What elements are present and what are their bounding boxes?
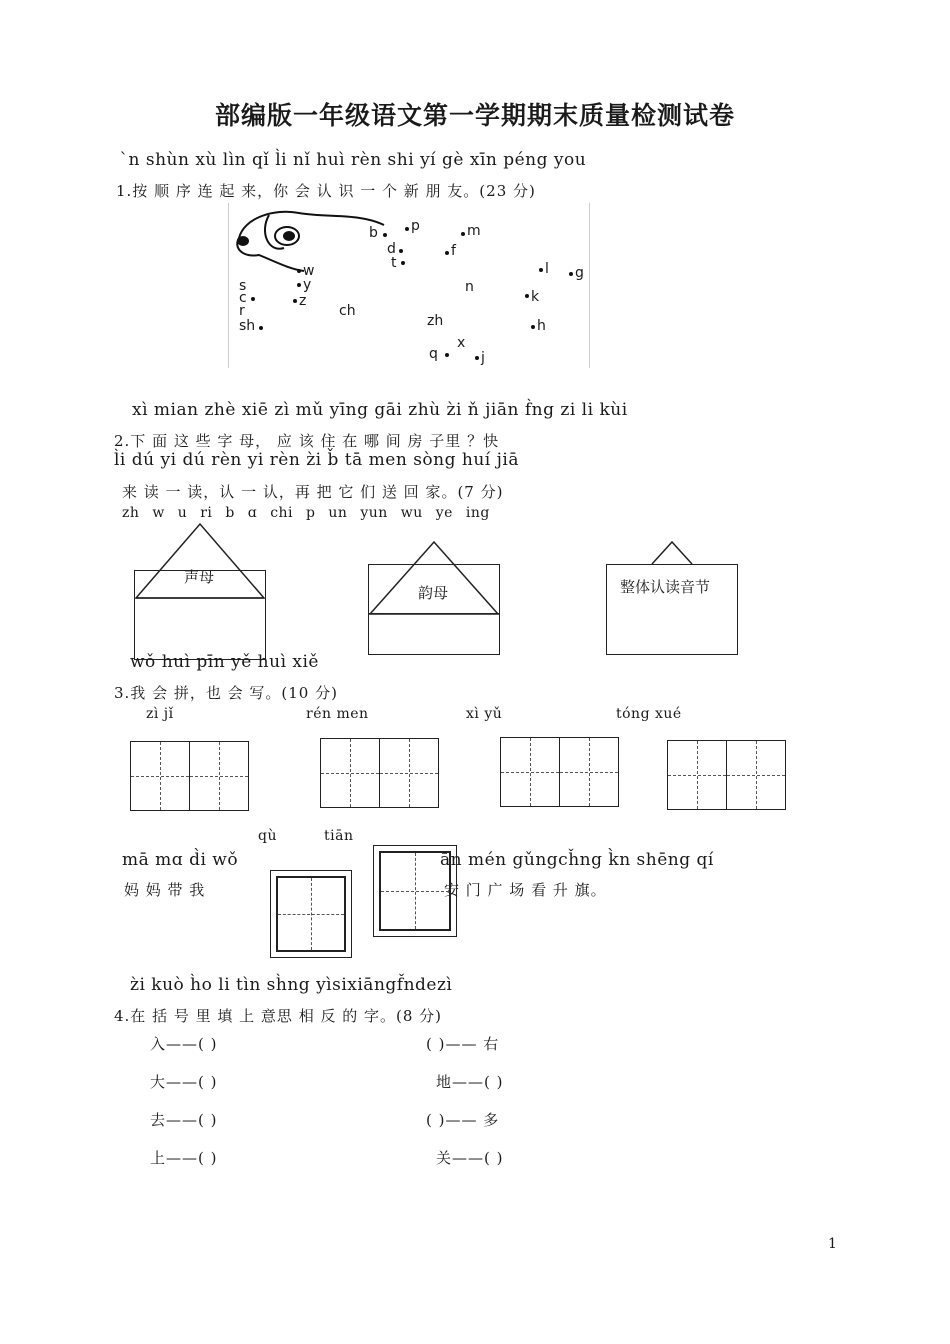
roof-icon (134, 522, 266, 602)
letter-x: x (457, 335, 466, 351)
letter-s: s (239, 278, 247, 294)
opposite-right-3[interactable]: ( )—— 多 (426, 1111, 500, 1129)
writing-grid-ziji[interactable] (130, 741, 249, 811)
writing-box-tian[interactable] (373, 845, 457, 937)
letter-z: z (299, 293, 307, 309)
page-number: 1 (828, 1236, 837, 1252)
dog-outline-icon (229, 203, 589, 368)
connect-dots-picture (228, 203, 590, 368)
letter-w: w (303, 263, 315, 279)
sentence-right: 安 门 广 场 看 升 旗。 (444, 881, 607, 899)
opposite-right-1[interactable]: ( )—— 右 (426, 1035, 500, 1053)
house-initials (134, 522, 266, 660)
writing-grid-xiayu[interactable] (500, 737, 619, 807)
q2-pinyin-line2: l̀i dú yi dú rèn yi rèn z̀i b̌ tā men sòng huí jiā (114, 450, 519, 470)
roof-icon (606, 540, 738, 566)
opposite-right-2[interactable]: 地——( ) (436, 1073, 504, 1091)
word-pinyin-renmen: rén men (306, 706, 369, 722)
letter-g: g (575, 265, 584, 281)
letter-zh: zh (427, 313, 444, 329)
letter-l: l (545, 261, 549, 277)
house-whole-syllables-label: 整体认读音节 (620, 578, 711, 596)
letter-j: j (481, 350, 485, 366)
letter-ch: ch (339, 303, 356, 319)
opposite-right-4[interactable]: 关——( ) (436, 1149, 504, 1167)
letter-c: c (239, 290, 247, 306)
word-pinyin-ziji: zì jǐ (146, 706, 174, 722)
q2-text-line1: 2.下 面 这 些 字 母， 应 该 住 在 哪 间 房 子里 ？快 (114, 432, 500, 450)
letter-m: m (467, 223, 481, 239)
sentence-pinyin-tian: tiān (324, 828, 354, 844)
letter-d: d (387, 241, 396, 257)
house-initials-label: 声母 (184, 568, 215, 586)
q2-letters-row: zh w u ri b ɑ chi p un yun wu ye ing (122, 505, 490, 521)
page-title: 部编版一年级语文第一学期期末质量检测试卷 (214, 101, 735, 130)
letter-sh: sh (239, 318, 256, 334)
q4-text: 4.在 括 号 里 填 上 意思 相 反 的 字。(8 分) (114, 1007, 443, 1025)
letter-h: h (537, 318, 546, 334)
letter-k: k (531, 289, 540, 305)
q3-text: 3.我 会 拼，也 会 写。(10 分) (114, 684, 338, 702)
letter-n: n (465, 279, 474, 295)
q3-pinyin: wǒ huì pīn yě huì xiě (130, 652, 319, 672)
opposite-left-1[interactable]: 入——( ) (150, 1035, 218, 1053)
word-pinyin-xiayu: xì yǔ (466, 706, 503, 722)
letter-y: y (303, 277, 312, 293)
letter-t: t (391, 255, 397, 271)
house-finals (368, 540, 500, 655)
house-whole-syllables (606, 540, 738, 655)
letter-b: b (369, 225, 378, 241)
sentence-left: 妈 妈 带 我 (124, 881, 206, 899)
letter-r: r (239, 303, 245, 319)
q4-pinyin: z̀i kuò h̀o li tìn sh̀ng yìsixiāngf̌ndezì (130, 975, 453, 995)
opposite-left-4[interactable]: 上——( ) (150, 1149, 218, 1167)
letter-f: f (451, 243, 456, 259)
sentence-pinyin-left: mā mɑ d̀i wǒ (122, 850, 239, 870)
house-finals-label: 韵母 (418, 584, 449, 602)
sentence-pinyin-right: ān mén gǔngcȟng k̀n shēng qí (440, 850, 714, 870)
q1-pinyin: ̀n shùn xù lìn qǐ l̀i nǐ huì rèn shi yí gè xīn péng you (128, 150, 587, 170)
writing-grid-renmen[interactable] (320, 738, 439, 808)
q2-text-line2: 来 读 一 读，认 一 认，再 把 它 们 送 回 家。(7 分) (122, 483, 504, 501)
roof-icon (368, 540, 500, 616)
q2-pinyin-line1: xì mian zhè xiē zì mǔ yīng gāi zhù z̀i ň jiān f̀ng zi li kùi (132, 400, 628, 420)
sentence-pinyin-qu: qù (258, 828, 277, 844)
letter-q: q (429, 346, 438, 362)
opposite-left-3[interactable]: 去——( ) (150, 1111, 218, 1129)
q1-text: 1.按 顺 序 连 起 来，你 会 认 识 一 个 新 朋 友。(23 分) (116, 182, 536, 200)
writing-grid-tongxue[interactable] (667, 740, 786, 810)
opposite-left-2[interactable]: 大——( ) (150, 1073, 218, 1091)
letter-p: p (411, 218, 420, 234)
writing-box-qu[interactable] (270, 870, 352, 958)
word-pinyin-tongxue: tóng xué (616, 706, 682, 722)
